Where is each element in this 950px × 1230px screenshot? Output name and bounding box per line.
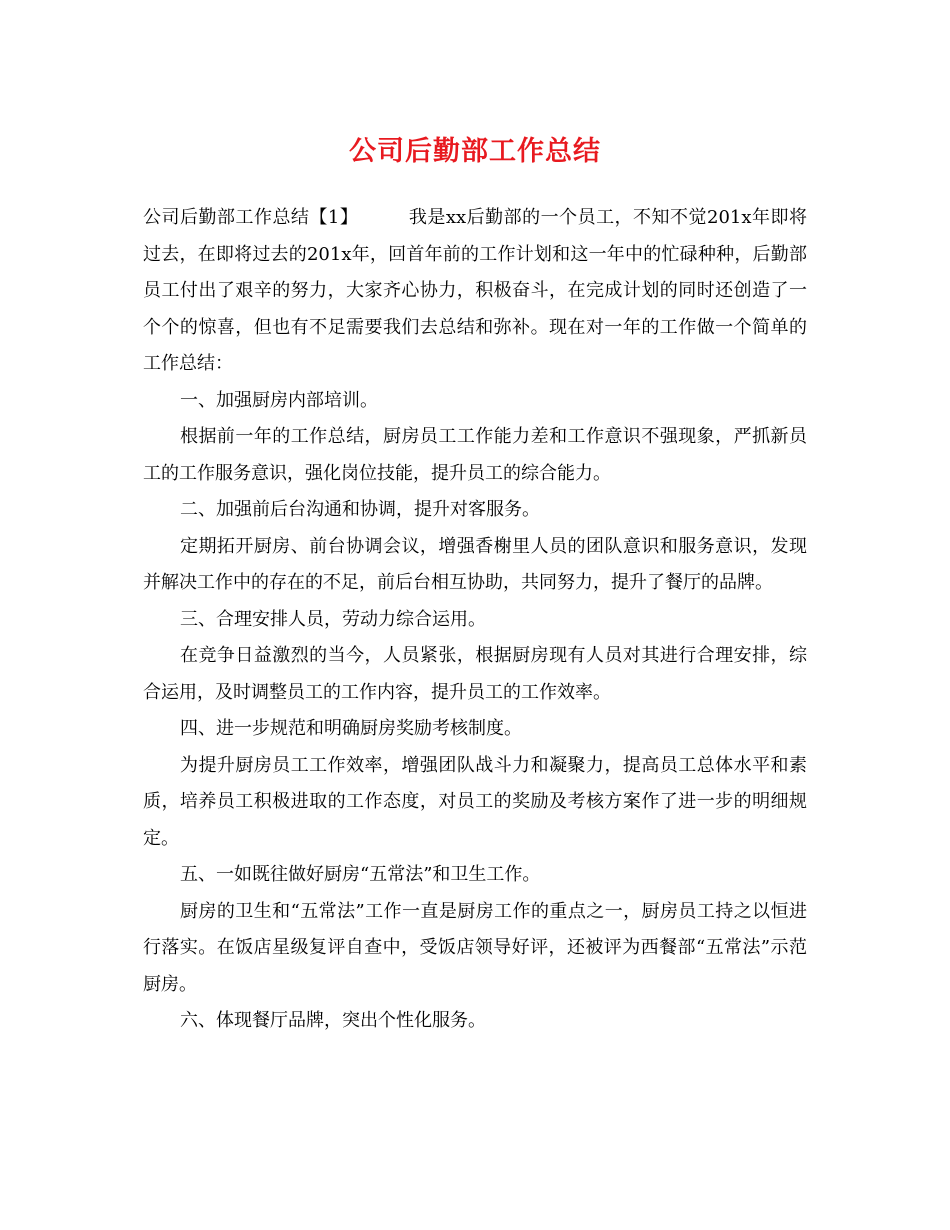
paragraph-3: 在竞争日益激烈的当今，人员紧张，根据厨房现有人员对其进行合理安排，综合运用，及时调整员工的工作内容，提升员工的工作效率。: [143, 645, 807, 703]
heading-1: 一、加强厨房内部培训。: [180, 389, 378, 411]
heading-5: 五、一如既往做好厨房“五常法”和卫生工作。: [180, 864, 541, 885]
intro-text: 我是xx后勤部的一个员工，不知不觉201x年即将过去，在即将过去的201x年，回首年前的工作计划和这一年中的忙碌种种，后勤部员工付出了艰辛的努力，大家齐心协力，积极奋斗，在完成计划的同时还创造了一个个的惊喜，但也有不足需要我们去总结和弥补。现在对一年的工作做一个简单的工作总结：: [143, 207, 808, 374]
heading-3: 三、合理安排人员，劳动力综合运用。: [180, 608, 486, 630]
paragraph-4: 为提升厨房员工工作效率，增强团队战斗力和凝聚力，提高员工总体水平和素质，培养员工积极进取的工作态度，对员工的奖励及考核方案作了进一步的明细规定。: [143, 754, 807, 849]
heading-6: 六、体现餐厅品牌，突出个性化服务。: [180, 1010, 486, 1031]
section-heading: 公司后勤部工作总结【1】: [143, 207, 359, 228]
paragraph-1: 根据前一年的工作总结，厨房员工工作能力差和工作意识不强现象，严抓新员工的工作服务意识，强化岗位技能，提升员工的综合能力。: [143, 426, 807, 484]
document-title: 公司后勤部工作总结: [349, 136, 601, 167]
paragraph-2: 定期拓开厨房、前台协调会议，增强香榭里人员的团队意识和服务意识，发现并解决工作中的存在的不足，前后台相互协助，共同努力，提升了餐厅的品牌。: [143, 535, 807, 593]
paragraph-5: 厨房的卫生和“五常法”工作一直是厨房工作的重点之一，厨房员工持之以恒进行落实。在饭店星级复评自查中，受饭店领导好评，还被评为西餐部“五常法”示范厨房。: [143, 900, 807, 995]
intro-paragraph: [143, 200, 807, 383]
heading-4: 四、进一步规范和明确厨房奖励考核制度。: [180, 718, 522, 739]
heading-2: 二、加强前后台沟通和协调，提升对客服务。: [180, 499, 540, 520]
document-body: [143, 200, 807, 1040]
